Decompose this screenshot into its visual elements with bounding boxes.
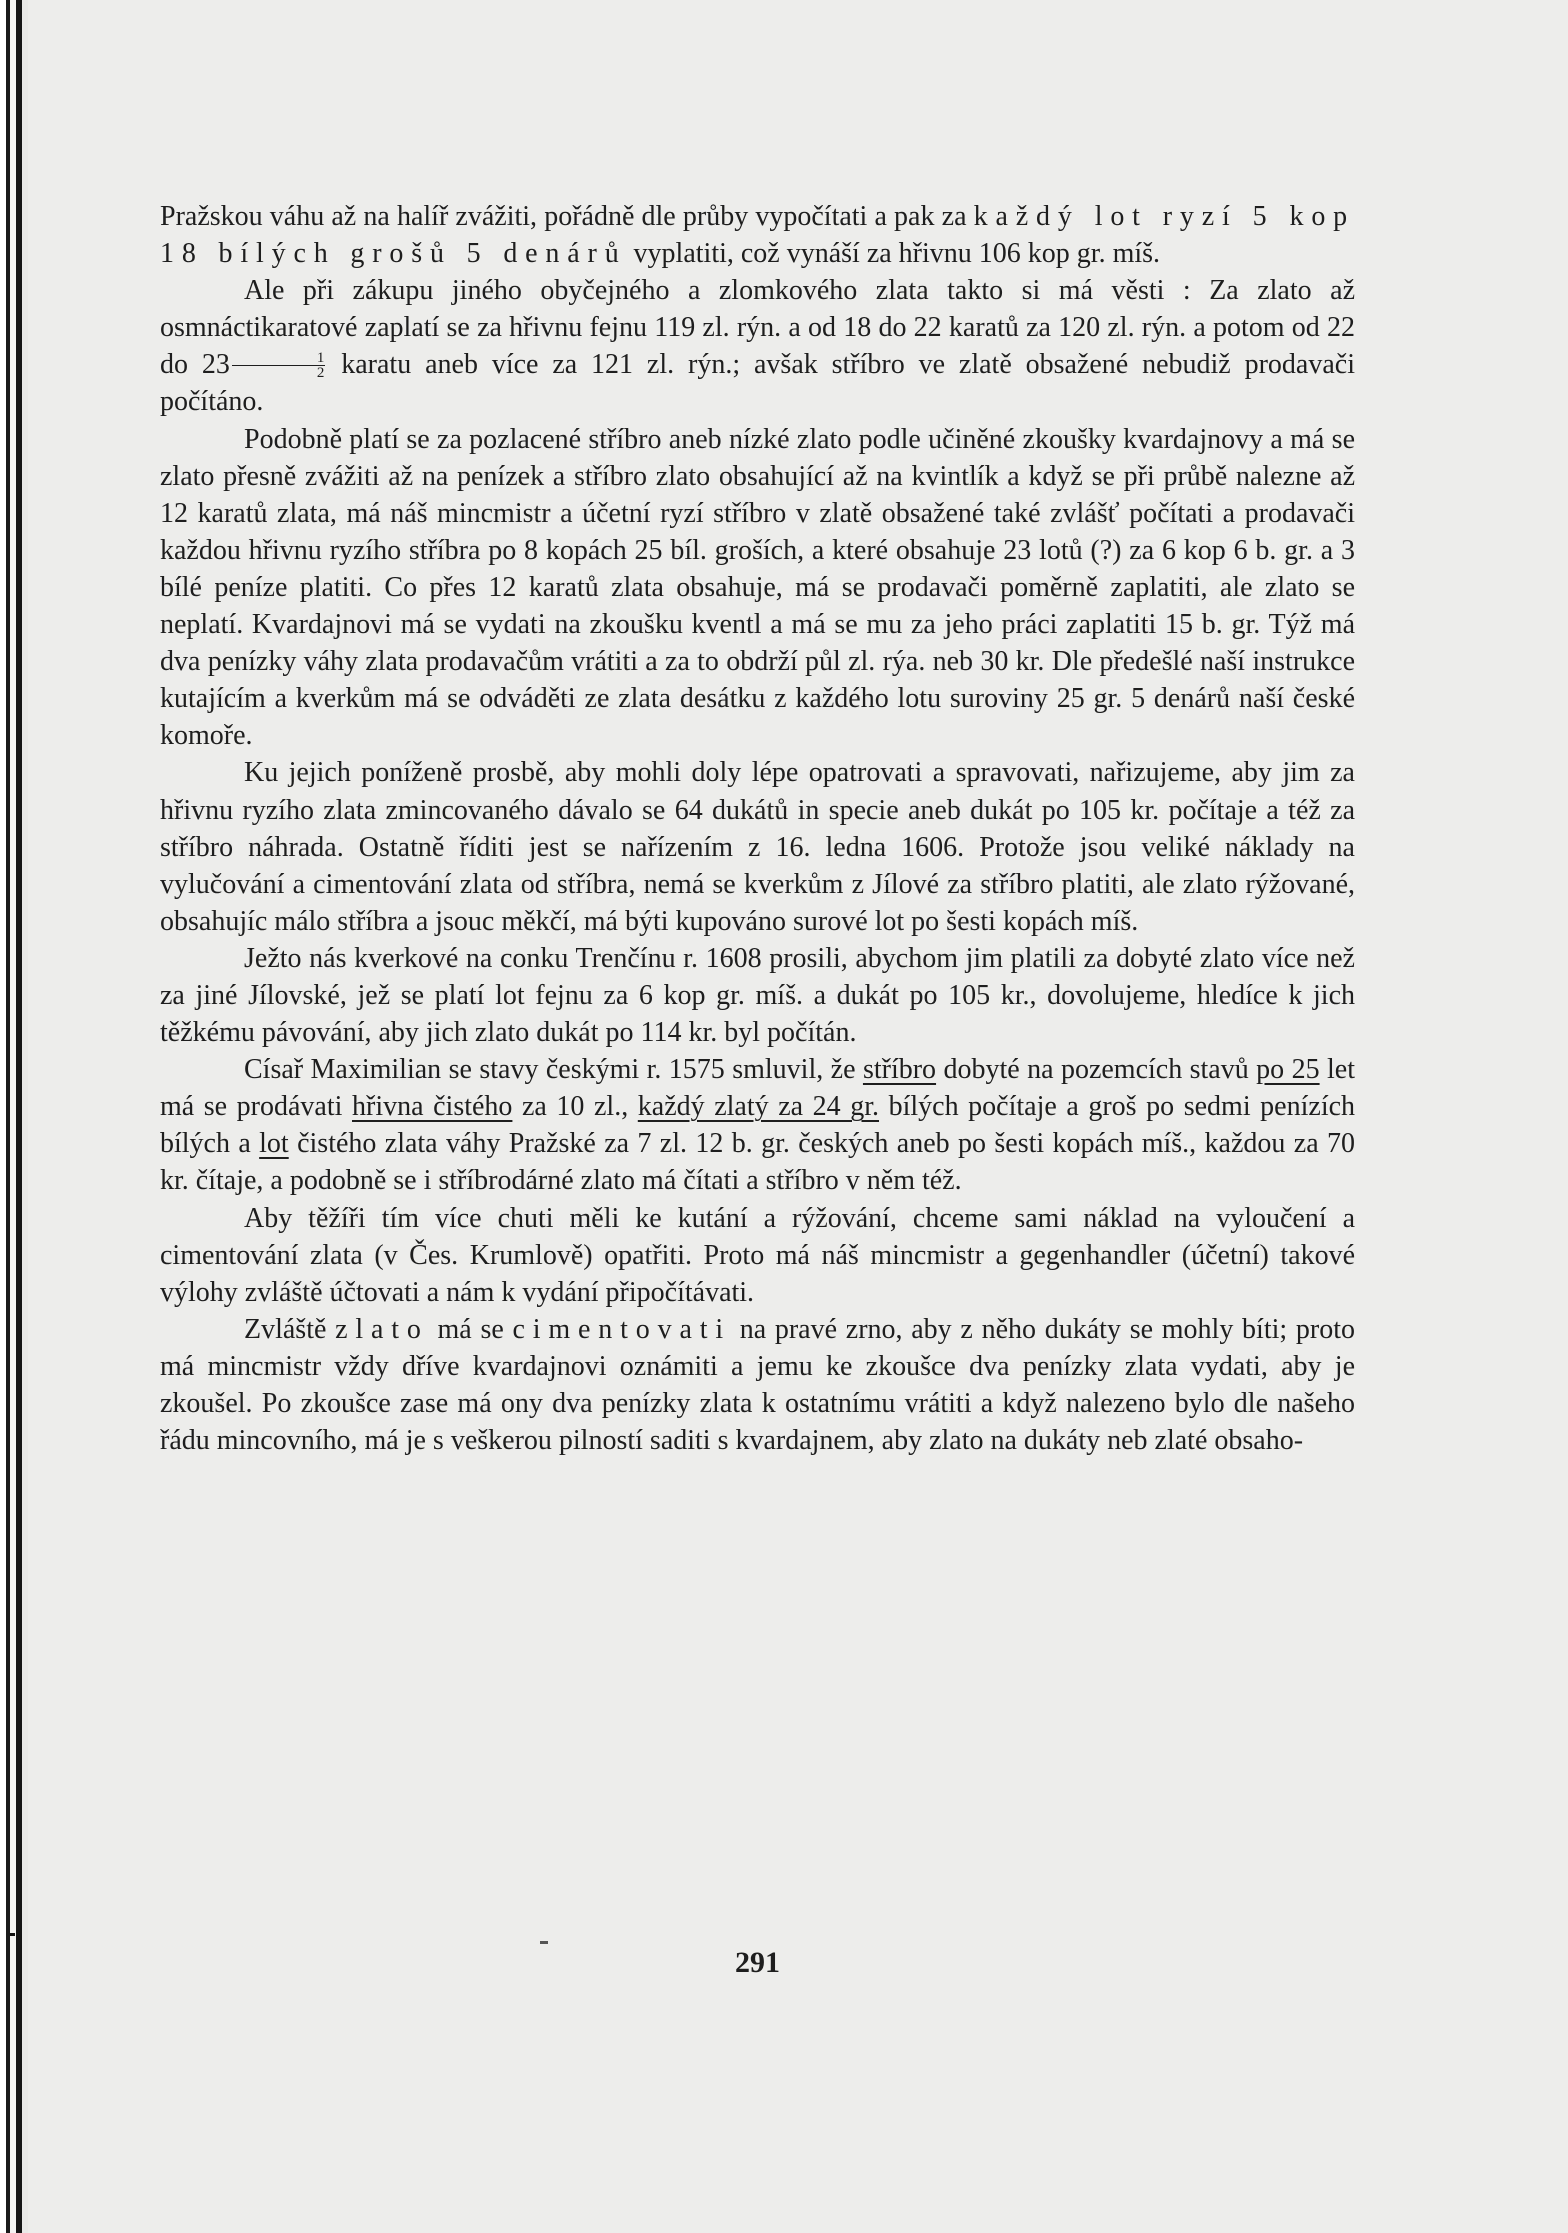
paragraph <box>160 421 1355 755</box>
edge-mark <box>10 1933 15 1936</box>
paragraph <box>160 1311 1355 1459</box>
spaced-emphasis: cimentovati <box>512 1313 731 1345</box>
underlined-text: každý zlatý za 24 gr. <box>637 1091 880 1123</box>
paragraph <box>160 754 1355 939</box>
paragraph <box>160 940 1355 1051</box>
text-run: čistého zlata váhy Pražské za 7 zl. 12 b. gr. českých aneb po šesti kopách míš., každou za 70 kr. čítaje, a podobně se i stříbrodárné zlato má čítati a stříbro v něm též. <box>160 1128 1355 1197</box>
underlined-text: stříbro <box>862 1054 937 1086</box>
paragraph <box>160 1200 1355 1311</box>
print-mark <box>540 1941 548 1944</box>
spaced-emphasis: zlato <box>335 1313 429 1345</box>
page-number: 291 <box>735 1946 780 1979</box>
text-run: vyplatiti, což vynáší za hřivnu 106 kop gr. míš. <box>626 238 1161 270</box>
underlined-text: lot <box>259 1128 289 1160</box>
fraction-denominator: 2 <box>316 365 325 382</box>
text-run: Ježto nás kverkové na conku Trenčínu r. 1608 prosili, abychom jim platili za dobyté zlato více než za jiné Jílovské, jež se platí lot fejnu za 6 kop gr. míš. a dukát po 105 kr., dovolujeme, hledíce k jich těžkému pávování, aby jich zlato dukát po 114 kr. byl počítán. <box>160 942 1355 1049</box>
book-spine-edge <box>0 0 28 2233</box>
underlined-text: po 25 <box>1256 1054 1320 1086</box>
text-run: let má se prodávati <box>160 1054 1356 1123</box>
underlined-text: hřivna čistého <box>352 1091 513 1123</box>
text-run: Ale při zákupu jiného obyčejného a zlomkového zlata takto si má věsti : Za zlato až osmnáctikaratové zaplatí se za hřivnu fejnu 119 zl. rýn. a od 18 do 22 karatů za 120 zl. rýn. a potom od 22 do 23 <box>160 275 1355 381</box>
text-run: dobyté na pozemcích stavů <box>936 1054 1257 1086</box>
fraction-numerator: 1 <box>232 351 326 366</box>
paragraph <box>160 198 1355 272</box>
text-run: na pravé zrno, aby z něho dukáty se mohly bíti; proto má mincmistr vždy dříve kvardajnovi oznámiti a jemu ke zkoušce dva penízky zlata vydati, aby je zkoušel. Po zkoušce zase má ony dva penízky zlata k ostatnímu vrátiti a když nalezeno bylo dle našeho řádu mincovního, má je s veškerou pilností saditi s kvardajnem, aby zlato na dukáty neb zlaté obsaho- <box>160 1313 1356 1457</box>
text-run: bílých počítaje a groš po sedmi penízích bílých a <box>160 1091 1356 1160</box>
text-run: Podobně platí se za pozlacené stříbro aneb nízké zlato podle učiněné zkoušky kvardajnovy a má se zlato přesně zvážiti až na penízek a stříbro zlato obsahující až na kvintlík a když se při průbě nalezne až 12 karatů zlata, má náš mincmistr a účetní ryzí stříbro v zlatě obsažené také zvlášť počítati a prodavači každou hřivnu ryzího stříbra po 8 kopách 25 bíl. groších, a které obsahuje 23 lotů (?) za 6 kop 6 b. gr. a 3 bílé peníze platiti. Co přes 12 karatů zlata obsahuje, má se prodavači poměrně zaplatiti, ale zlato se neplatí. Kvardajnovi má se vydati na zkoušku kventl a má se mu za jeho práci zaplatiti 15 b. gr. Týž má dva penízky váhy zlata prodavačům vrátiti a za to obdrží půl zl. rýa. neb 30 kr. Dle předešlé naší instrukce kutajícím a kverkům má se odváděti ze zlata desátku z každého lotu suroviny 25 gr. 5 denárů naší české komoře. <box>160 423 1355 752</box>
paragraph <box>160 1051 1355 1199</box>
text-run: Císař Maximilian se stavy českými r. 1575 smluvil, že <box>244 1054 863 1086</box>
text-run: Zvláště <box>244 1313 336 1345</box>
text-run: Aby těžíři tím více chuti měli ke kutání a rýžování, chceme sami náklad na vyloučení a cimentování zlata (v Čes. Krumlově) opatřiti. Proto má náš mincmistr a gegenhandler (účetní) takové výlohy zvláště účtovati a nám k vydání připočítávati. <box>160 1202 1355 1308</box>
text-run: má se <box>428 1313 513 1345</box>
paragraph <box>160 272 1355 420</box>
text-run: karatu aneb více za 121 zl. rýn.; avšak stříbro ve zlatě obsažené nebudiž prodavači počítáno. <box>160 349 1355 418</box>
fraction <box>232 351 326 380</box>
spaced-emphasis: každý lot ryzí 5 kop 18 bílých grošů 5 denárů <box>160 201 1356 270</box>
body-text <box>160 198 1355 1459</box>
text-run: Pražskou váhu až na halíř zvážiti, pořádně dle průby vypočítati a pak za <box>160 201 974 232</box>
text-run: Ku jejich poníženě prosbě, aby mohli doly lépe opatrovati a spravovati, nařizujeme, aby jim za hřivnu ryzího zlata zmincovaného dávalo se 64 dukátů in specie aneb dukát po 105 kr. počítaje a též za stříbro náhrada. Ostatně říditi jest se nařízením z 16. ledna 1606. Protože jsou veliké náklady na vylučování a cimentování zlata od stříbra, nemá se kverkům z Jílové za stříbro platiti, ale zlato rýžované, obsahujíc málo stříbra a jsouc měkčí, má býti kupováno surové lot po šesti kopách míš. <box>160 757 1355 937</box>
text-run: za 10 zl., <box>512 1091 638 1123</box>
